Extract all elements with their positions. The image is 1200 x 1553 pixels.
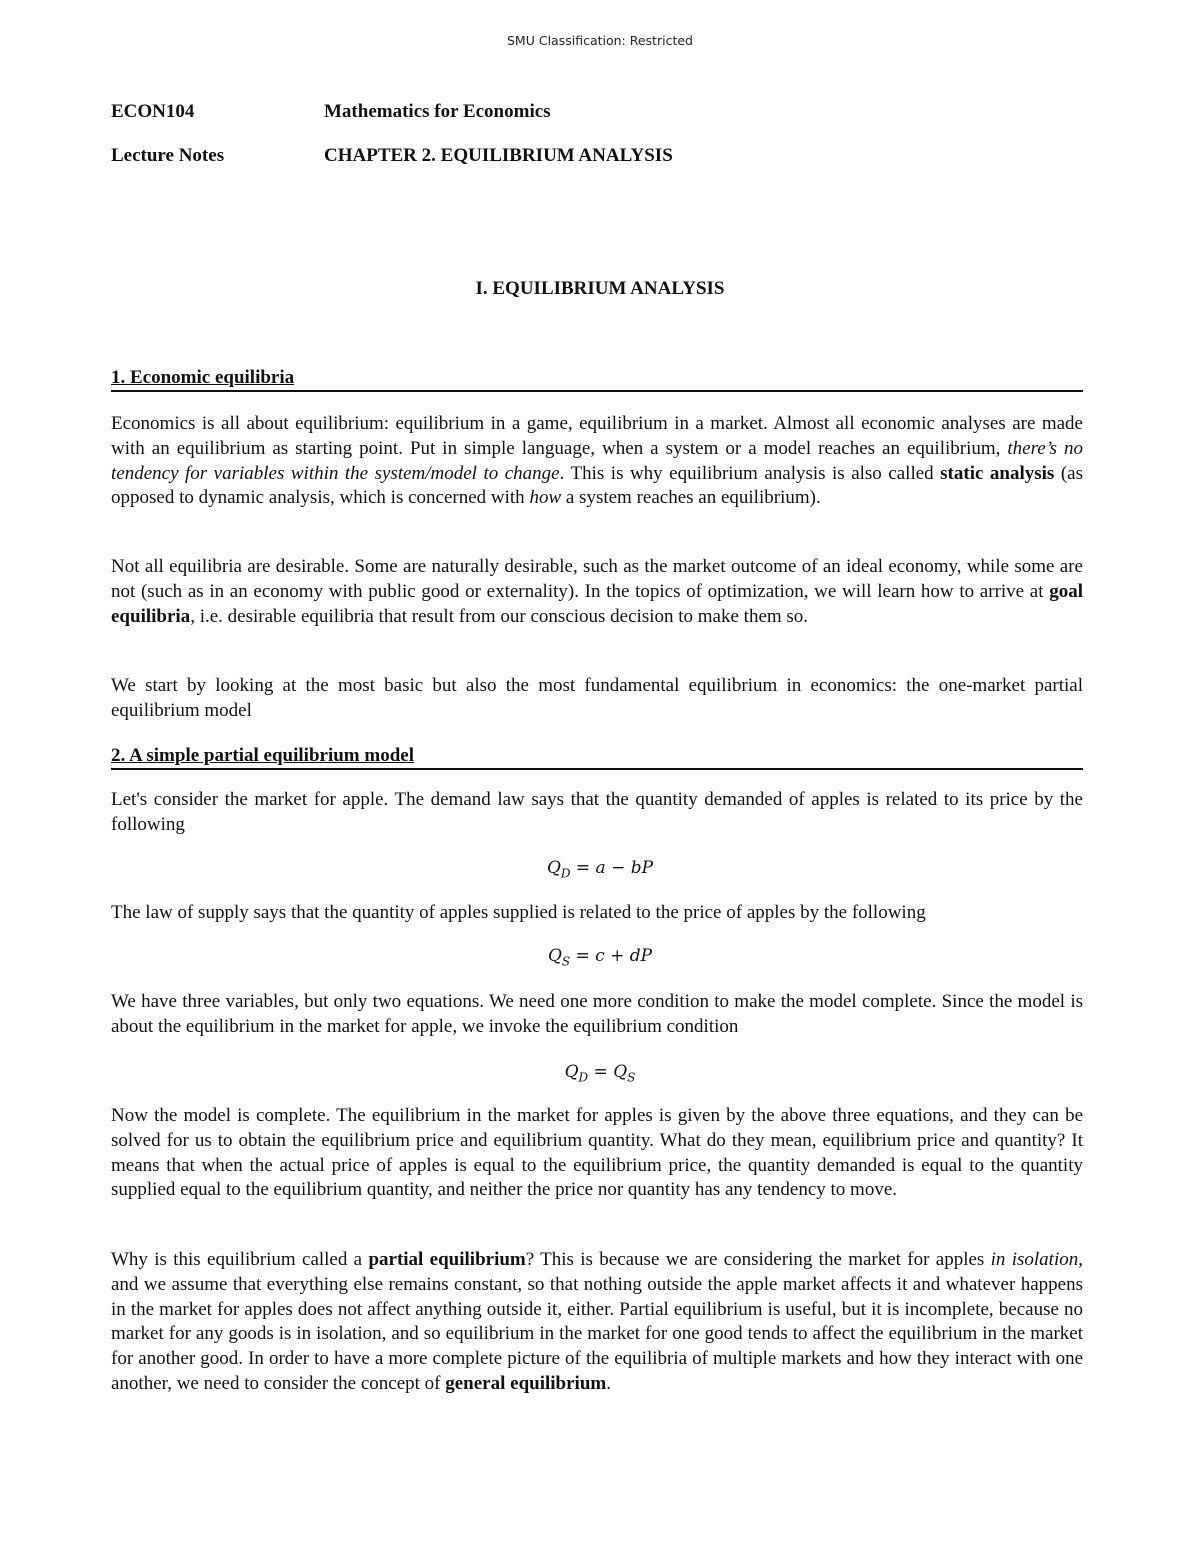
eq-symbol: Q	[546, 858, 561, 878]
notes-label: Lecture Notes	[111, 145, 225, 166]
supply-equation	[0, 946, 1200, 968]
text-run: , i.e. desirable equilibria that result from our conscious decision to make them so.	[190, 605, 809, 627]
section-1-heading	[111, 367, 1083, 392]
eq-expression: = c + dP	[570, 946, 653, 966]
text-run: (as opposed to dynamic analysis, which is concerned with	[111, 462, 1083, 509]
demand-equation	[0, 858, 1200, 880]
classification-label: SMU Classification: Restricted	[507, 33, 693, 48]
text-run: a system reaches an equilibrium).	[561, 487, 821, 509]
eq-symbol: Q	[547, 946, 562, 966]
section-1-paragraph-3: We start by looking at the most basic but also the most fundamental equilibrium in economics: the one-market partial equilibrium model	[111, 675, 1083, 721]
course-title: Mathematics for Economics	[324, 101, 551, 122]
equilibrium-condition-equation	[0, 1062, 1200, 1084]
text-run: ? This is because we are considering the market for apples	[525, 1249, 991, 1270]
course-code: ECON104	[111, 101, 195, 122]
key-term: general equilibrium	[445, 1372, 607, 1394]
key-term: partial equilibrium	[368, 1249, 526, 1270]
text-run: . This is why equilibrium analysis is also called	[559, 462, 941, 484]
section-2-paragraph-1: Let's consider the market for apple. The demand law says that the quantity demanded of apples is related to its price by the following	[111, 789, 1083, 835]
text-run: .	[606, 1372, 611, 1394]
section-2-heading-text: 2. A simple partial equilibrium model	[111, 745, 414, 766]
emphasis-text: how	[529, 487, 562, 509]
eq-subscript: S	[561, 954, 571, 969]
emphasis-text: there’s no tendency for variables within the system/model to change	[111, 437, 1083, 484]
page-title: I. EQUILIBRIUM ANALYSIS	[475, 278, 725, 299]
eq-expression: = Q	[588, 1062, 628, 1082]
section-2-heading	[111, 745, 1083, 770]
text-run: , and we assume that everything else remains constant, so that nothing outside the apple market affects it and whatever happens in the market for apples does not affect anything outside it, either. Partial equilibrium is useful, but it is incomplete, because no market for any goods is in isolation, and so equilibrium in the market for one good tends to affect the equilibrium in the market for another good. In order to have a more complete picture of the equilibria of multiple markets and how they interact with one another, we need to consider the concept of	[111, 1249, 1083, 1394]
text-run: Why is this equilibrium called a	[111, 1249, 369, 1270]
text-run: Economics is all about equilibrium: equilibrium in a game, equilibrium in a market. Almost all economic analyses are made with an equilibrium as starting point. Put in simple language, when a system or a model reaches an equilibrium,	[111, 413, 1083, 459]
emphasis-text: in isolation	[990, 1249, 1079, 1270]
section-1-paragraph-1	[111, 412, 1083, 511]
section-2-paragraph-3: We have three variables, but only two equations. We need one more condition to make the model complete. Since the model is about the equilibrium in the market for apple, we invoke the equilibrium condition	[111, 991, 1083, 1037]
eq-subscript: D	[560, 866, 571, 881]
key-term: static analysis	[940, 462, 1055, 484]
eq-expression: = a − bP	[570, 858, 654, 878]
eq-symbol: Q	[564, 1062, 579, 1082]
text-run: Not all equilibria are desirable. Some are naturally desirable, such as the market outcome of an ideal economy, while some are not (such as in an economy with public good or externality). In the topics of optimization, we will learn how to arrive at	[111, 556, 1083, 602]
section-2-paragraph-4: Now the model is complete. The equilibrium in the market for apples is given by the above three equations, and they can be solved for us to obtain the equilibrium price and equilibrium quantity. What do they mean, equilibrium price and quantity? It means that when the actual price of apples is equal to the equilibrium price, the quantity demanded is equal to the quantity supplied equal to the equilibrium quantity, and neither the price nor quantity has any tendency to move.	[111, 1105, 1083, 1201]
chapter-title: CHAPTER 2. EQUILIBRIUM ANALYSIS	[324, 145, 673, 166]
key-term: goal equilibria	[111, 580, 1083, 627]
section-1-heading-text: 1. Economic equilibria	[111, 367, 295, 388]
section-2-paragraph-5	[111, 1248, 1083, 1397]
eq-subscript: S	[627, 1070, 636, 1085]
eq-subscript: D	[578, 1070, 589, 1085]
section-1-paragraph-2	[111, 555, 1083, 629]
section-2-paragraph-2: The law of supply says that the quantity of apples supplied is related to the price of apples by the following	[111, 902, 926, 923]
